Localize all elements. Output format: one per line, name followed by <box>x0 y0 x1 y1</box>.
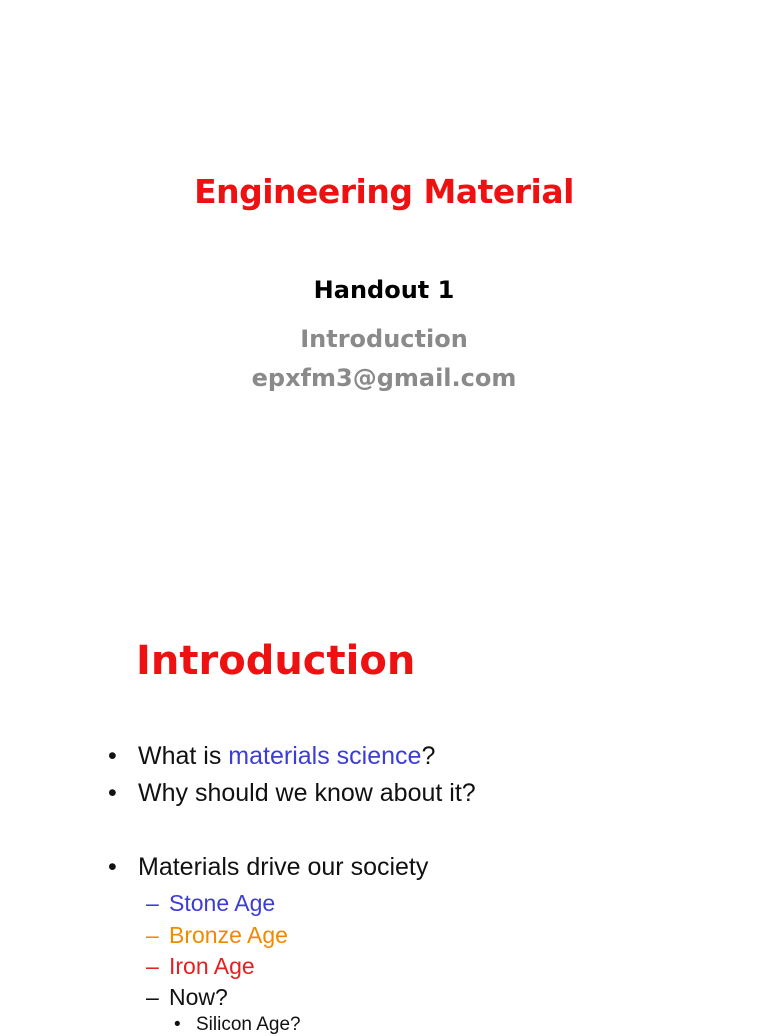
bullet-text: Materials drive our society <box>138 853 429 881</box>
introduction-slide <box>0 520 768 1035</box>
sub-bullet-bronze-age <box>146 922 288 949</box>
sub-bullet-iron-age <box>146 953 255 980</box>
handout-number: Handout 1 <box>313 276 455 304</box>
highlight-link-text: materials science <box>228 742 422 770</box>
dash-icon: – <box>146 984 159 1010</box>
sub-bullet-stone-age <box>146 890 275 917</box>
dash-icon: – <box>146 922 159 948</box>
author-email: epxfm3@gmail.com <box>251 364 517 392</box>
bullet-item-why <box>108 779 476 808</box>
sub-bullet-text: Now? <box>169 984 228 1010</box>
bullet-icon: • <box>108 779 117 807</box>
sub-sub-bullet-text: Silicon Age? <box>196 1014 301 1035</box>
sub-bullet-now <box>146 984 228 1011</box>
sub-bullet-text: Iron Age <box>169 953 255 979</box>
bullet-item-what-is <box>108 742 435 771</box>
slide-heading: Introduction <box>136 638 416 684</box>
subtitle-introduction: Introduction <box>300 325 468 353</box>
sub-sub-bullet-silicon-age <box>174 1014 301 1036</box>
sub-bullet-text: Bronze Age <box>169 922 288 948</box>
bullet-text: Why should we know about it? <box>138 779 476 807</box>
bullet-icon: • <box>174 1014 181 1035</box>
bullet-text-suffix: ? <box>421 742 436 770</box>
bullet-icon: • <box>108 853 117 881</box>
dash-icon: – <box>146 953 159 979</box>
bullet-text-prefix: What is <box>138 742 229 770</box>
bullet-icon: • <box>108 742 117 770</box>
bullet-item-materials-drive <box>108 853 428 882</box>
sub-bullet-text: Stone Age <box>169 890 276 916</box>
document-title: Engineering Material <box>194 172 574 211</box>
dash-icon: – <box>146 890 159 916</box>
